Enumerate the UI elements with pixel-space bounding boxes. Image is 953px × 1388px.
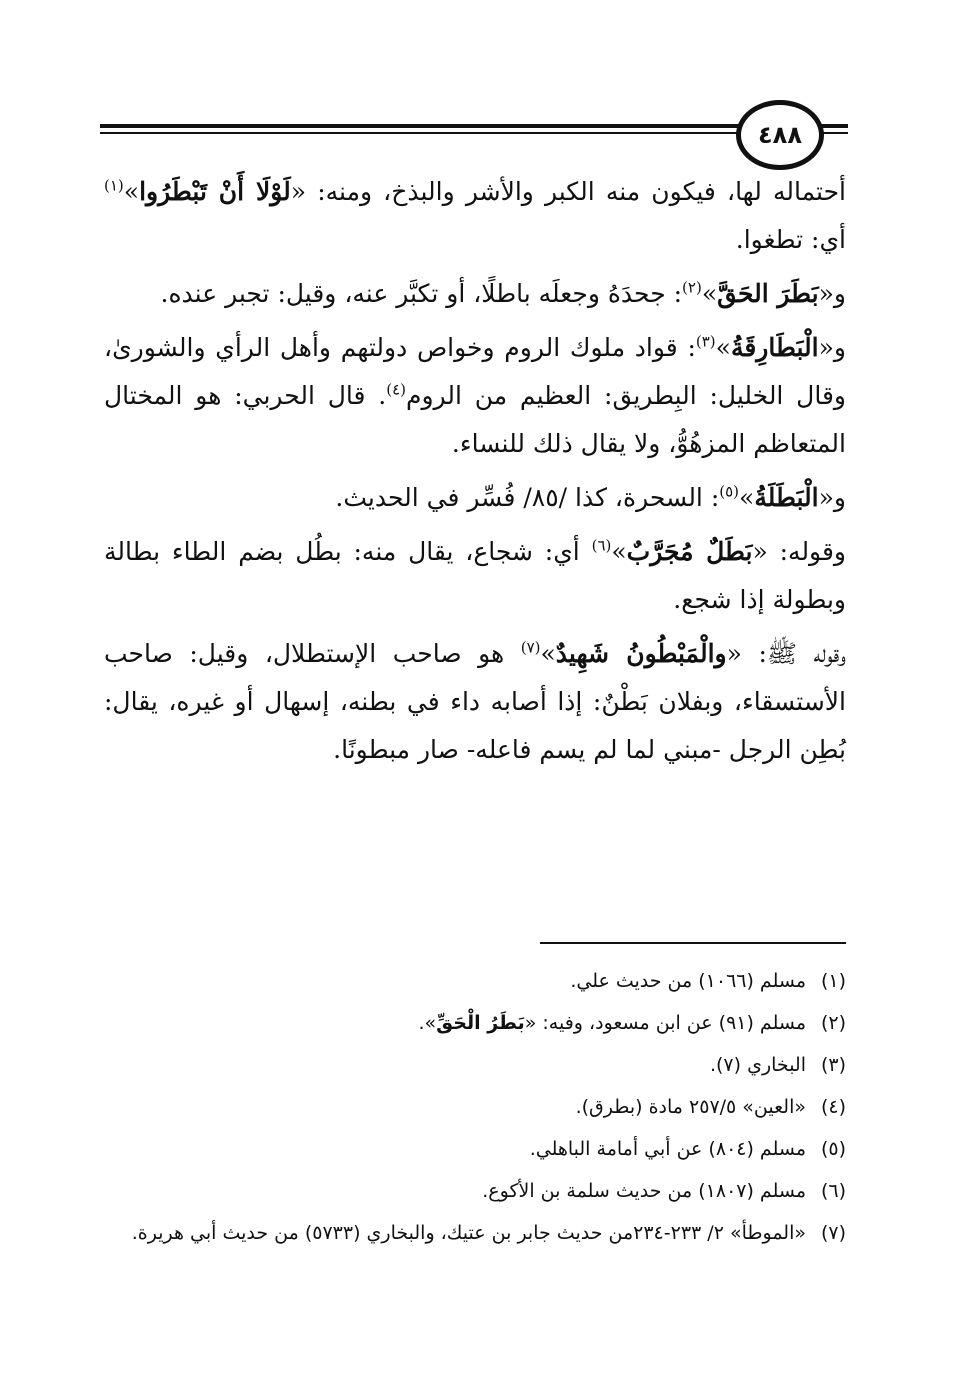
text-span: أي: تطغوا. bbox=[735, 225, 846, 254]
text-span: أي: شجاع، يقال منه: بطُل بضم الطاء بطالة وبطولة إذا شجع. bbox=[104, 537, 846, 614]
footnote-ref: (٣) bbox=[695, 332, 716, 351]
paragraph bbox=[104, 324, 846, 468]
footnote-text bbox=[104, 1086, 806, 1128]
paragraph bbox=[104, 474, 846, 522]
text-span: مسلم (٨٠٤) عن أبي أمامة الباهلي. bbox=[529, 1138, 806, 1160]
footnote bbox=[104, 1086, 846, 1128]
text-span: هو صاحب الإستطلال، وقيل: صاحب الأستسقاء، وبفلان بَطْنٌ: إذا أصابه داء في بطنه، إسهال أو غيره، يقال: بُطِن الرجل -مبني لما لم يسم فاعله- صار مبطونًا. bbox=[104, 639, 846, 764]
footnote-number: (٤) bbox=[820, 1096, 846, 1118]
footnote-ref: (٦) bbox=[591, 536, 612, 555]
text-span: . قال الحربي: هو المختال المتعاظم المزهُوُّ، ولا يقال ذلك للنساء. bbox=[104, 381, 846, 458]
text-span: «العين» ٢٥٧/٥ مادة (بطرق). bbox=[575, 1096, 806, 1118]
footnote-text bbox=[104, 1044, 806, 1086]
footnote bbox=[104, 1212, 846, 1254]
text-span: وقوله ﷺ: « bbox=[726, 639, 846, 668]
keyword: لَوْلَا أَنْ تَبْطَرُوا bbox=[139, 177, 291, 206]
footnote bbox=[104, 1128, 846, 1170]
keyword: بَطَلٌ مُجَرَّبٌ bbox=[626, 537, 753, 566]
page-number: ٤٨٨ bbox=[736, 100, 824, 170]
paragraph bbox=[104, 270, 846, 318]
text-span: : قواد ملوك الروم وخواص دولتهم وأهل الرأي والشورىٰ، وقال الخليل: البِطريق: العظيم من الروم bbox=[104, 333, 846, 410]
text-span: » bbox=[123, 177, 140, 206]
text-span: مسلم (٩١) عن ابن مسعود، وفيه: « bbox=[524, 1012, 806, 1034]
footnote-number: (٦) bbox=[820, 1180, 846, 1202]
keyword: الْبَطَارِقَةُ bbox=[730, 333, 819, 362]
footnote bbox=[104, 1044, 846, 1086]
footnote-text bbox=[104, 1170, 806, 1212]
text-span: و« bbox=[818, 483, 846, 512]
paragraph bbox=[104, 168, 846, 264]
keyword: بَطَرَ الحَقَّ bbox=[717, 279, 819, 308]
footnote-ref: (٧) bbox=[520, 638, 541, 657]
header-rule-thin bbox=[100, 132, 740, 134]
footnote-number: (٧) bbox=[820, 1222, 846, 1244]
footnote-text bbox=[104, 1128, 806, 1170]
footnote-ref: (٢) bbox=[682, 278, 702, 297]
footnote-number: (٣) bbox=[820, 1054, 846, 1076]
footnote-ref: (٥) bbox=[719, 482, 740, 501]
footnote-ref: (١) bbox=[104, 176, 124, 195]
text-span: أحتماله لها، فيكون منه الكبر والأشر والبذخ، ومنه: « bbox=[290, 177, 846, 206]
paragraph bbox=[104, 528, 846, 624]
text-span: » bbox=[701, 279, 718, 308]
text-span: » bbox=[715, 333, 731, 362]
footnote bbox=[104, 1170, 846, 1212]
text-span: مسلم (١٠٦٦) من حديث علي. bbox=[570, 970, 806, 992]
text-span: » bbox=[540, 639, 556, 668]
text-span: وقوله: « bbox=[752, 537, 846, 566]
footnote-separator bbox=[540, 942, 846, 944]
keyword: بَطَرُ الْحَقِّ bbox=[436, 1012, 525, 1034]
text-span: ». bbox=[418, 1012, 437, 1034]
text-span: و« bbox=[818, 279, 846, 308]
footnote-text bbox=[104, 1212, 806, 1254]
text-span: «الموطأ» ٢/ ٢٣٣-٢٣٤من حديث جابر بن عتيك، والبخاري (٥٧٣٣) من حديث أبي هريرة. bbox=[131, 1222, 806, 1244]
text-span: : جحدَهُ وجعلَه باطلًا، أو تكبَّر عنه، وقيل: تجبر عنده. bbox=[160, 279, 683, 308]
footnote-text bbox=[104, 1002, 806, 1044]
main-text bbox=[104, 168, 846, 780]
footnote-ref: (٤) bbox=[386, 380, 406, 399]
footnotes bbox=[104, 960, 846, 1254]
paragraph bbox=[104, 630, 846, 774]
header-rule-thick bbox=[100, 124, 740, 128]
text-span: » bbox=[611, 537, 627, 566]
keyword: الْبَطَلَةُ bbox=[754, 483, 819, 512]
footnote bbox=[104, 960, 846, 1002]
keyword: والْمَبْطُونُ شَهِيدٌ bbox=[555, 639, 727, 668]
text-span: البخاري (٧). bbox=[709, 1054, 806, 1076]
text-span: مسلم (١٨٠٧) من حديث سلمة بن الأكوع. bbox=[482, 1180, 806, 1202]
text-span: : السحرة، كذا /٨٥/ فُسِّر في الحديث. bbox=[335, 483, 720, 512]
footnote-number: (١) bbox=[820, 970, 846, 992]
footnote bbox=[104, 1002, 846, 1044]
text-span: و« bbox=[818, 333, 846, 362]
footnote-number: (٢) bbox=[820, 1012, 846, 1034]
footnote-number: (٥) bbox=[820, 1138, 846, 1160]
text-span: » bbox=[739, 483, 755, 512]
footnote-text bbox=[104, 960, 806, 1002]
